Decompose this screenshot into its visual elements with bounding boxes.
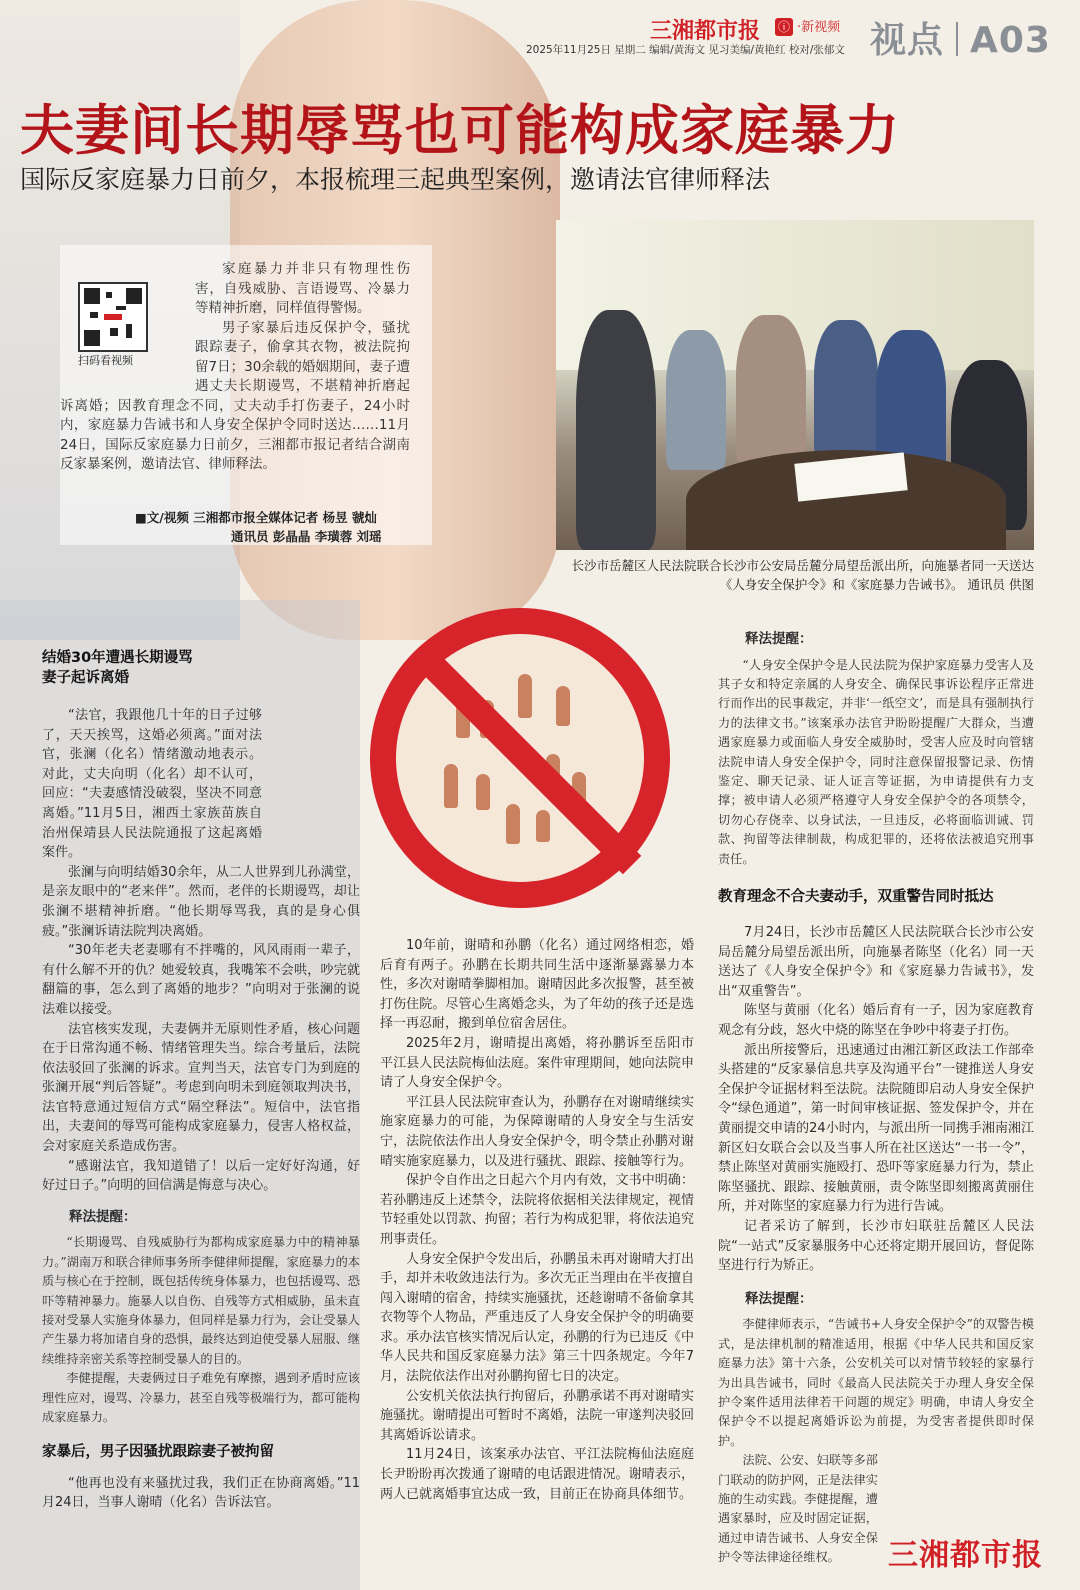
paragraph: 法官核实发现，夫妻俩并无原则性矛盾，核心问题在于日常沟通不畅、情绪管理失当。综合考量后，法院依法驳回了张澜的诉求。宣判当天，法官专门为到庭的张澜开展“判后答疑”。考虑到向明未到庭领取判决书，法官特意通过短信方式“隔空释法”。短信中，法官指出，夫妻间的辱骂可能构成家庭暴力，侵害人格权益，会对家庭关系造成伤害。	[42, 1021, 360, 1155]
paragraph: 人身安全保护令发出后，孙鹏虽未再对谢晴大打出手，却并未收敛违法行为。多次无正当理由在半夜擅自闯入谢晴的宿舍，持续实施骚扰，还趁谢晴不备偷拿其衣物等个人物品，严重违反了人身安全保护令的明确要求。承办法官核实情况后认定，孙鹏的行为已违反《中华人民共和国反家庭暴力法》第三十四条规定。今年7月，法院依法作出对孙鹏拘留七日的决定。	[380, 1251, 694, 1385]
page-number: A03	[970, 20, 1051, 61]
video-brand-icon: ⓘ	[775, 18, 793, 36]
news-photo	[556, 220, 1034, 550]
qr-code-icon[interactable]	[78, 282, 148, 352]
subtitle: 国际反家庭暴力日前夕，本报梳理三起典型案例，邀请法官律师释法	[20, 165, 771, 194]
article-column-3	[718, 630, 1034, 1568]
paragraph: 10年前，谢晴和孙鹏（化名）通过网络相恋，婚后育有两子。孙鹏在长期共同生活中逐渐暴露暴力本性，多次对谢晴拳脚相加。谢晴因此多次报警，甚至被打伤住院。尽管心生离婚念头，为了年幼的孩子还是选择一再忍耐，搬到单位宿舍居住。	[380, 938, 694, 1032]
paragraph: 7月24日，长沙市岳麓区人民法院联合长沙市公安局岳麓分局望岳派出所，向施暴者陈坚（化名）同一天送达了《人身安全保护令》和《家庭暴力告诫书》，发出“双重警告”。	[718, 925, 1034, 999]
case-heading: 教育理念不合夫妻动手，双重警告同时抵达	[718, 889, 994, 906]
photo-caption: 长沙市岳麓区人民法院联合长沙市公安局岳麓分局望岳派出所，向施暴者同一天送达《人身安全保护令》和《家庭暴力告诫书》。 通讯员 供图	[571, 558, 1034, 592]
paragraph: 保护令自作出之日起六个月内有效，文书中明确：若孙鹏违反上述禁令，法院将依据相关法律规定，视情节轻重处以罚款、拘留；若行为构成犯罪，将依法追究刑事责任。	[380, 1173, 694, 1247]
paragraph: “感谢法官，我知道错了！以后一定好好沟通，好好过日子。”向明的回信满是悔意与决心。	[42, 1158, 360, 1194]
paragraph: 记者采访了解到，长沙市妇联驻岳麓区人民法院“一站式”反家暴服务中心还将定期开展回访，督促陈坚进行行为矫正。	[718, 1218, 1034, 1274]
qr-label: 扫码看视频	[78, 354, 133, 367]
paragraph: 陈坚与黄丽（化名）婚后育有一子，因为家庭教育观念有分歧，怒火中烧的陈坚在争吵中将妻子打伤。	[718, 1003, 1034, 1039]
paragraph: “法官，我跟他几十年的日子过够了，天天挨骂，这婚必须离。”面对法官，张澜（化名）情绪激动地表示。对此，丈夫向明（化名）却不认可，回应：“夫妻感情没破裂，坚决不同意离婚。”11月5日，湘西土家族苗族自治州保靖县人民法院通报了这起离婚案件。	[42, 708, 262, 861]
legal-tip: “长期谩骂、自残威胁行为都构成家庭暴力中的精神暴力。”湖南万和联合律师事务所李健律师提醒，家庭暴力的本质与核心在于控制，既包括传统身体暴力，也包括谩骂、恐吓等精神暴力。施暴人以自伤、自残等方式相威胁，虽未直接对受暴人实施身体暴力，但同样是暴力行为，会让受暴人产生暴力将加诸自身的恐惧，最终达到迫使受暴人屈服、继续维持亲密关系等控制受暴人的目的。 李健提醒，夫妻俩过日子难免有摩擦，遇到矛盾时应该理性应对，谩骂、冷暴力，甚至自残等极端行为，都可能构成家庭暴力。	[42, 1235, 360, 1425]
paragraph: 2025年2月，谢晴提出离婚，将孙鹏诉至岳阳市平江县人民法院梅仙法庭。案件审理期间，她向法院申请了人身安全保护令。	[380, 1035, 694, 1091]
tip-title: 释法提醒：	[745, 631, 813, 647]
paragraph: 张澜与向明结婚30余年，从二人世界到儿孙满堂，是亲友眼中的“老来伴”。然而，老伴的长期谩骂，却让张澜不堪精神折磨。“他长期辱骂我，真的是身心俱疲。”张澜诉请法院判决离婚。	[42, 864, 360, 939]
headline: 夫妻间长期辱骂也可能构成家庭暴力	[20, 99, 900, 162]
footer-logo: 三湘都市报	[888, 1538, 1043, 1573]
article-column-2	[380, 936, 694, 1504]
lead-paragraph: 男子家暴后违反保护令，骚扰跟踪妻子，偷拿其衣物，被法院拘留7日；30余载的婚姻期间，妻子遭遇丈夫长期谩骂，不堪精神折磨起诉离婚；因教育理念不同，丈夫动手打伤妻子，24小时内，家庭暴力告诫书和人身安全保护令同时送达……11月24日，国际反家庭暴力日前夕，三湘都市报记者结合湖南反家暴案例，邀请法官、律师释法。	[60, 319, 410, 472]
tip-title: 释法提醒：	[745, 1290, 813, 1307]
lead-paragraph: 家庭暴力并非只有物理性伤害，自残威胁、言语谩骂、冷暴力等精神折磨，同样值得警惕。	[195, 261, 410, 316]
paragraph: 11月24日，该案承办法官、平江法院梅仙法庭庭长尹盼盼再次拨通了谢晴的电话跟进情况。谢晴表示，两人已就离婚事宜达成一致，目前正在协商具体细节。	[380, 1447, 694, 1502]
paragraph: 派出所接警后，迅速通过由湘江新区政法工作部牵头搭建的“反家暴信息共享及沟通平台”一键推送人身安全保护令证据材料至法院。法院随即启动人身安全保护令“绿色通道”，第一时间审核证据、签发保护令，并在黄丽提交申请的24小时内，与派出所一同携手湘南湘江新区妇女联合会以及当事人所在社区送达“一书一令”，禁止陈坚对黄丽实施殴打、恐吓等家庭暴力行为，禁止陈坚骚扰、跟踪、接触黄丽，责令陈坚即刻搬离黄丽住所，并对陈坚的家庭暴力行为进行告诫。	[718, 1042, 1034, 1215]
paragraph: 公安机关依法执行拘留后，孙鹏承诺不再对谢晴实施骚扰。谢晴提出可暂时不离婚，法院一审遂判决驳回其离婚诉讼请求。	[380, 1388, 694, 1443]
newspaper-logo: 三湘都市报	[650, 19, 761, 44]
legal-tip: 李健律师表示，“告诫书+人身安全保护令”的双警告模式，是法律机制的精准适用，根据《中华人民共和国反家庭暴力法》第十六条，公安机关可以对情节较轻的家暴行为出具告诫书，同时《最高人民法院关于办理人身安全保护令案件适用法律若干问题的规定》明确，申请人身安全保护令不以提起离婚诉讼为前提，为受害者提供即时保护。 法院、公安、妇联等多部门联动的防护网，正是法律实施的生动实践。李健提醒，遭遇家暴时，应及时固定证据，通过申请告诫书、人身安全保护令等法律途径维权。	[718, 1317, 1034, 1565]
tip-title: 释法提醒：	[69, 1208, 137, 1225]
case-heading: 家暴后，男子因骚扰跟踪妻子被拘留	[42, 1443, 274, 1460]
legal-tip: “人身安全保护令是人民法院为保护家庭暴力受害人及其子女和特定亲属的人身安全、确保民事诉讼程序正常进行而作出的民事裁定，并非‘一纸空文’，而是具有强制执行力的法律文书。”该案承办法官尹盼盼提醒广大群众，当遭遇家庭暴力或面临人身安全威胁时，受害人应及时向管辖法院申请人身安全保护令，同时注意保留报警记录、伤情鉴定、聊天记录、证人证言等证据，为申请提供有力支撑；被申请人必须严格遵守人身安全保护令的各项禁令，切勿心存侥幸、以身试法，一旦违反，必将面临训诫、罚款、拘留等法律制裁，构成犯罪的，还将依法被追究刑事责任。	[718, 657, 1034, 866]
byline: ■文/视频 三湘都市报全媒体记者 杨昱 虢灿 通讯员 彭晶晶 李璜蓉 刘瑶	[135, 510, 382, 544]
article-column-1	[42, 648, 360, 1513]
section-label: 视点 A03	[870, 20, 1051, 61]
paragraph: 平江县人民法院审查认为，孙鹏存在对谢晴继续实施家庭暴力的可能，为保障谢晴的人身安全与生活安宁，法院依法作出人身安全保护令，明令禁止孙鹏对谢晴实施家庭暴力，以及进行骚扰、跟踪、接触等行为。	[380, 1094, 694, 1169]
paragraph: “他再也没有来骚扰过我，我们正在协商离婚。”11月24日，当事人谢晴（化名）告诉法官。	[42, 1475, 360, 1511]
paragraph: “30年老夫老妻哪有不拌嘴的，风风雨雨一辈子，有什么解不开的仇？她爱较真，我嘴笨不会哄，吵完就翻篇的事，怎么到了离婚的地步？”向明对于张澜的说法难以接受。	[42, 943, 360, 1017]
logo-tag: ⓘ ·新视频	[775, 16, 840, 36]
issue-meta: 2025年11月25日 星期二 编辑/黄海文 见习美编/黄艳红 校对/张郁文	[526, 44, 845, 56]
case-heading-line2: 妻子起诉离婚	[42, 670, 129, 686]
no-domestic-violence-icon	[370, 608, 670, 908]
case-heading: 结婚30年遭遇长期谩骂	[42, 650, 193, 666]
